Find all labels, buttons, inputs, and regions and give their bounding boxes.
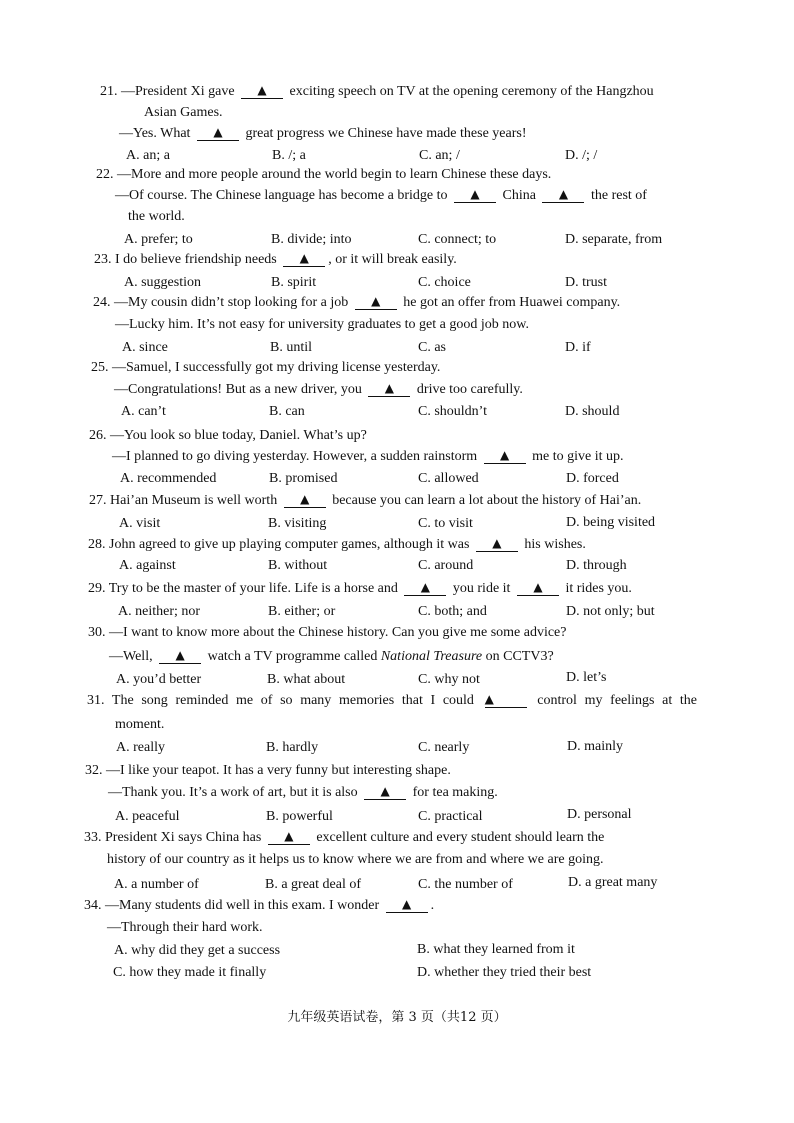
- triangle-icon: ▲: [402, 897, 412, 911]
- q33-line2: history of our country as it helps us to know where we are from and where we are going.: [107, 852, 604, 867]
- option-c[interactable]: C. how they made it finally: [113, 965, 267, 980]
- q32-line2: [108, 784, 498, 802]
- question-number: 22.: [96, 167, 114, 182]
- answer-blank[interactable]: [517, 580, 559, 596]
- answer-blank[interactable]: [404, 580, 446, 596]
- option-c[interactable]: C. the number of: [418, 877, 513, 892]
- q27-line1: [89, 492, 641, 510]
- text: exciting speech on TV at the opening ceremony of the Hangzhou: [289, 84, 654, 99]
- triangle-icon: ▲: [533, 580, 543, 594]
- option-a[interactable]: A. peaceful: [115, 809, 180, 824]
- q26-line1: [89, 427, 367, 445]
- text: —I want to know more about the Chinese history. Can you give me some advice?: [109, 625, 567, 640]
- text: great progress we Chinese have made these years!: [245, 126, 527, 141]
- option-d[interactable]: D. should: [565, 404, 620, 419]
- option-a[interactable]: A. recommended: [120, 471, 217, 486]
- option-c[interactable]: C. to visit: [418, 516, 473, 531]
- text: for tea making.: [412, 785, 498, 800]
- text: excellent culture and every student should learn the: [316, 830, 605, 845]
- answer-blank[interactable]: [454, 187, 496, 203]
- text: Hai’an Museum is well worth: [110, 493, 278, 508]
- question-number: 26.: [89, 428, 107, 443]
- option-d[interactable]: D. if: [565, 340, 591, 355]
- option-b[interactable]: B. divide; into: [271, 232, 352, 247]
- q21-line3: [119, 125, 527, 143]
- option-b[interactable]: B. without: [268, 558, 328, 573]
- q30-line2: [109, 648, 554, 666]
- answer-blank[interactable]: [268, 829, 310, 845]
- option-b[interactable]: B. visiting: [268, 516, 327, 531]
- option-c[interactable]: C. why not: [418, 672, 480, 687]
- question-number: 29.: [88, 581, 106, 596]
- option-d[interactable]: D. through: [566, 558, 627, 573]
- question-number: 23.: [94, 252, 112, 267]
- option-a[interactable]: A. can’t: [121, 404, 166, 419]
- q31-line2: moment.: [115, 717, 165, 732]
- q25-line2: [114, 381, 523, 399]
- option-a[interactable]: A. really: [116, 740, 165, 755]
- q34-line2: —Through their hard work.: [107, 920, 263, 935]
- q21-line1: [100, 83, 654, 101]
- text: President Xi says China has: [105, 830, 262, 845]
- answer-blank[interactable]: [485, 692, 527, 708]
- option-d[interactable]: D. not only; but: [566, 604, 655, 619]
- text: John agreed to give up playing computer games, although it was: [109, 537, 470, 552]
- triangle-icon: ▲: [558, 187, 569, 201]
- q23-line1: [94, 251, 457, 269]
- answer-blank[interactable]: [159, 648, 201, 664]
- triangle-icon: ▲: [384, 381, 395, 395]
- triangle-icon: ▲: [380, 784, 390, 798]
- q22-line2: [115, 187, 647, 205]
- option-a[interactable]: A. an; a: [126, 148, 170, 163]
- text: —I like your teapot. It has a very funny but interesting shape.: [106, 763, 451, 778]
- triangle-icon: ▲: [484, 692, 494, 706]
- option-d[interactable]: D. trust: [565, 275, 607, 290]
- q26-line2: [112, 448, 624, 466]
- answer-blank[interactable]: [283, 251, 325, 267]
- question-number: 27.: [89, 493, 107, 508]
- text: you ride it: [452, 581, 511, 596]
- option-b[interactable]: B. hardly: [266, 740, 319, 755]
- text: his wishes.: [524, 537, 586, 552]
- question-number: 32.: [85, 763, 103, 778]
- text: —Thank you. It’s a work of art, but it is also: [108, 785, 358, 800]
- question-number: 25.: [91, 360, 109, 375]
- option-c[interactable]: C. nearly: [418, 740, 470, 755]
- option-c[interactable]: C. allowed: [418, 471, 479, 486]
- answer-blank[interactable]: [476, 536, 518, 552]
- text: , or it will break easily.: [328, 252, 457, 267]
- option-a[interactable]: A. since: [122, 340, 168, 355]
- text: control my feelings at the: [537, 693, 698, 708]
- text: —More and more people around the world begin to learn Chinese these days.: [117, 167, 552, 182]
- option-b[interactable]: B. what they learned from it: [417, 942, 575, 957]
- answer-blank[interactable]: [355, 294, 397, 310]
- text: The song reminded me of so many memories that I could: [111, 693, 474, 708]
- q28-line1: [88, 536, 586, 554]
- text: —Of course. The Chinese language has become a bridge to: [115, 188, 448, 203]
- text: —President Xi gave: [121, 84, 235, 99]
- page-footer: 九年级英语试卷，第 3 页（共12 页）: [287, 1010, 507, 1025]
- option-b[interactable]: B. either; or: [268, 604, 336, 619]
- option-d[interactable]: D. whether they tried their best: [417, 965, 592, 980]
- answer-blank[interactable]: [368, 381, 410, 397]
- option-b[interactable]: B. /; a: [272, 148, 306, 163]
- q30-line1: [88, 624, 567, 642]
- question-number: 34.: [84, 898, 102, 913]
- text: the rest of: [590, 188, 647, 203]
- q24-line1: [93, 294, 620, 312]
- text: it rides you.: [565, 581, 632, 596]
- triangle-icon: ▲: [284, 829, 294, 843]
- option-c[interactable]: C. as: [418, 340, 446, 355]
- q21-line2: Asian Games.: [144, 105, 223, 120]
- option-a[interactable]: A. prefer; to: [124, 232, 193, 247]
- option-d[interactable]: D. being visited: [566, 515, 656, 530]
- option-b[interactable]: B. promised: [269, 471, 338, 486]
- q32-line1: [85, 762, 451, 780]
- q31-line1: [87, 692, 697, 710]
- text: —Well,: [109, 649, 153, 664]
- option-a[interactable]: A. visit: [119, 516, 161, 531]
- triangle-icon: ▲: [371, 294, 381, 308]
- option-b[interactable]: B. can: [269, 404, 305, 419]
- text: .: [430, 898, 435, 913]
- text: me to give it up.: [532, 449, 624, 464]
- triangle-icon: ▲: [500, 448, 510, 462]
- option-d[interactable]: D. let’s: [566, 670, 607, 685]
- triangle-icon: ▲: [420, 580, 430, 594]
- option-d[interactable]: D. mainly: [567, 739, 623, 754]
- question-number: 24.: [93, 295, 111, 310]
- option-c[interactable]: C. choice: [418, 275, 471, 290]
- triangle-icon: ▲: [175, 648, 185, 662]
- text: watch a TV programme called: [207, 649, 378, 664]
- text: —Many students did well in this exam. I wonder: [105, 898, 380, 913]
- triangle-icon: ▲: [470, 187, 480, 201]
- answer-blank[interactable]: [284, 492, 326, 508]
- text: —Samuel, I successfully got my driving license yesterday.: [112, 360, 441, 375]
- option-c[interactable]: C. connect; to: [418, 232, 497, 247]
- programme-title: National Treasure: [380, 649, 483, 664]
- option-b[interactable]: B. spirit: [271, 275, 317, 290]
- answer-blank[interactable]: [364, 784, 406, 800]
- option-c[interactable]: C. shouldn’t: [418, 404, 487, 419]
- text: —Yes. What: [119, 126, 191, 141]
- option-d[interactable]: D. forced: [566, 471, 619, 486]
- option-a[interactable]: A. you’d better: [116, 672, 202, 687]
- text: China: [502, 188, 536, 203]
- option-c[interactable]: C. both; and: [418, 604, 487, 619]
- text: —My cousin didn’t stop looking for a job: [114, 295, 349, 310]
- q34-line1: [84, 897, 434, 915]
- option-d[interactable]: D. /; /: [565, 148, 598, 163]
- option-c[interactable]: C. an; /: [419, 148, 460, 163]
- answer-blank[interactable]: [386, 897, 428, 913]
- option-a[interactable]: A. neither; nor: [118, 604, 201, 619]
- triangle-icon: ▲: [257, 83, 267, 97]
- question-number: 33.: [84, 830, 102, 845]
- option-b[interactable]: B. powerful: [266, 809, 333, 824]
- option-d[interactable]: D. personal: [567, 807, 632, 822]
- option-a[interactable]: A. why did they get a success: [114, 943, 281, 958]
- triangle-icon: ▲: [213, 125, 223, 139]
- triangle-icon: ▲: [299, 251, 309, 265]
- answer-blank[interactable]: [484, 448, 526, 464]
- text: I do believe friendship needs: [115, 252, 277, 267]
- question-number: 21.: [100, 84, 118, 99]
- text: on CCTV3?: [485, 649, 554, 664]
- q24-line2: —Lucky him. It’s not easy for university graduates to get a good job now.: [115, 317, 529, 332]
- q22-line3: the world.: [128, 209, 185, 224]
- option-a[interactable]: A. a number of: [114, 877, 199, 892]
- option-d[interactable]: D. separate, from: [565, 232, 663, 247]
- q29-line1: [88, 580, 632, 598]
- option-b[interactable]: B. what about: [267, 672, 346, 687]
- triangle-icon: ▲: [300, 492, 310, 506]
- option-c[interactable]: C. practical: [418, 809, 483, 824]
- option-a[interactable]: A. suggestion: [124, 275, 201, 290]
- question-number: 28.: [88, 537, 106, 552]
- text: he got an offer from Huawei company.: [403, 295, 621, 310]
- option-c[interactable]: C. around: [418, 558, 474, 573]
- text: drive too carefully.: [416, 382, 523, 397]
- answer-blank[interactable]: [197, 125, 239, 141]
- option-b[interactable]: B. until: [270, 340, 313, 355]
- answer-blank[interactable]: [241, 83, 283, 99]
- question-number: 31.: [87, 693, 105, 708]
- q22-line1: [96, 166, 551, 184]
- triangle-icon: ▲: [492, 536, 502, 550]
- text: because you can learn a lot about the history of Hai’an.: [332, 493, 642, 508]
- text: —Congratulations! But as a new driver, you: [114, 382, 362, 397]
- option-d[interactable]: D. a great many: [568, 875, 658, 890]
- text: Try to be the master of your life. Life is a horse and: [108, 581, 398, 596]
- q33-line1: [84, 829, 604, 847]
- q25-line1: [91, 359, 440, 377]
- text: —You look so blue today, Daniel. What’s up?: [110, 428, 367, 443]
- option-a[interactable]: A. against: [119, 558, 176, 573]
- option-b[interactable]: B. a great deal of: [265, 877, 362, 892]
- question-number: 30.: [88, 625, 106, 640]
- answer-blank[interactable]: [542, 187, 584, 203]
- text: —I planned to go diving yesterday. However, a sudden rainstorm: [112, 449, 478, 464]
